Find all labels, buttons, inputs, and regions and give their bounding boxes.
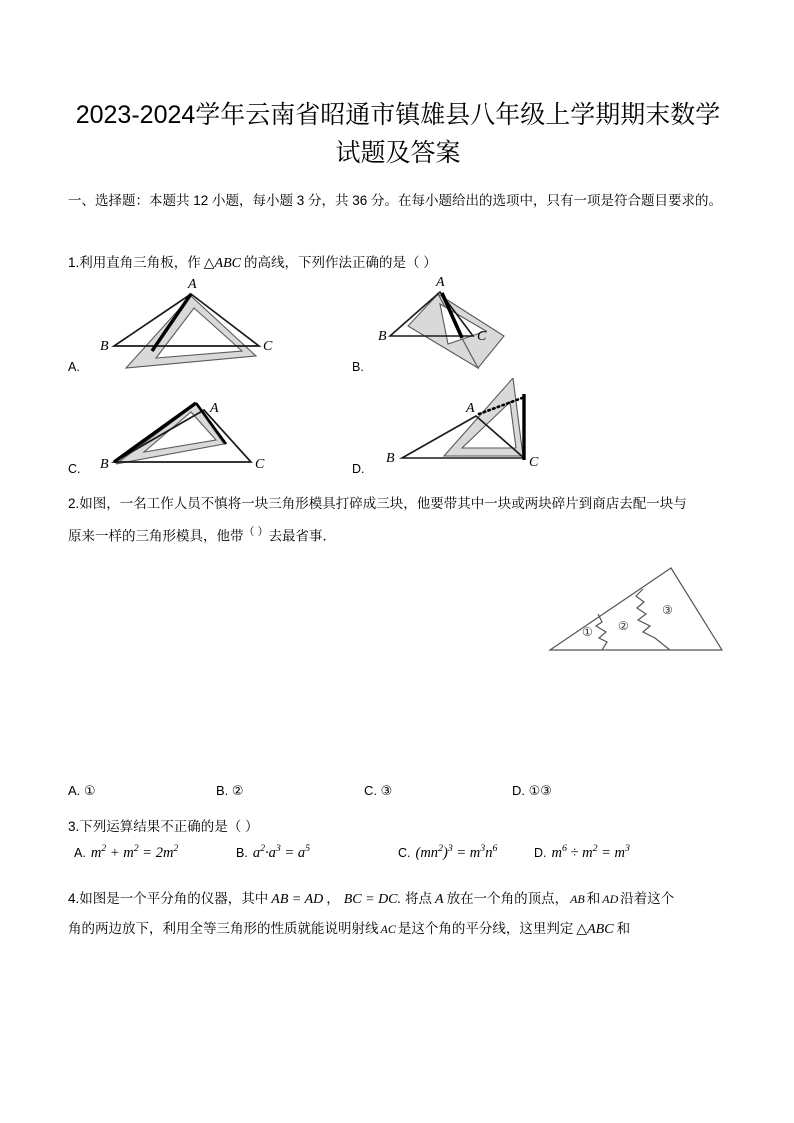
svg-text:A: A xyxy=(466,401,475,416)
question-2-option-c-text: ③ xyxy=(380,783,393,798)
question-2-option-a-text: ① xyxy=(83,783,96,798)
question-4-math-ab-ad: AB = AD xyxy=(271,892,324,907)
question-3-option-c-label: C. xyxy=(398,845,411,860)
question-2-stem xyxy=(68,489,728,551)
section-intro-multiple-choice: 一、选择题：本题共 12 小题，每小题 3 分，共 36 分。在每小题给出的选项中，只有一项是符合题目要求的。 xyxy=(68,193,723,208)
svg-text:C: C xyxy=(529,455,539,470)
question-3-option-a-label: A. xyxy=(74,845,86,860)
question-4-line1-p5: 和 xyxy=(586,891,601,906)
question-4-line1-p1: 4.如图是一个平分角的仪器，其中 xyxy=(68,891,269,906)
question-1-stem-before: 1.利用直角三角板，作 xyxy=(68,255,201,270)
svg-text:B: B xyxy=(378,329,387,344)
page-title: 2023-2024学年云南省昭通市镇雄县八年级上学期期末数学试题及答案 xyxy=(75,101,721,167)
question-2-option-a-label: A. xyxy=(68,783,81,798)
svg-text:C: C xyxy=(255,457,265,472)
figure-broken-triangle xyxy=(540,562,740,672)
svg-text:B: B xyxy=(100,457,109,472)
figure-option-b xyxy=(378,276,608,377)
question-2-option-d-text: ①③ xyxy=(528,783,552,798)
question-4-math-ad: AD xyxy=(602,892,619,906)
question-1-option-c-label[interactable]: C. xyxy=(68,462,81,476)
figure-option-c xyxy=(96,388,326,485)
question-2-option-d-label: D. xyxy=(512,783,525,798)
svg-text:B: B xyxy=(386,451,395,466)
question-4-stem xyxy=(68,884,730,944)
question-3-stem: 3.下列运算结果不正确的是（ ） xyxy=(68,819,259,834)
question-2-option-a[interactable] xyxy=(68,783,96,799)
question-4-math-triangle-abc: △ABC xyxy=(576,922,614,937)
svg-text:C: C xyxy=(477,329,487,344)
question-2-option-b[interactable] xyxy=(216,783,244,799)
question-3-options xyxy=(68,843,728,869)
question-4-line2-p1: 角的两边放下，利用全等三角形的性质就能说明射线 xyxy=(68,921,379,936)
question-4-math-ab: AB xyxy=(570,892,585,906)
svg-text:B: B xyxy=(100,339,109,354)
question-4-math-a: A xyxy=(435,892,444,907)
question-3-option-a-expr: $m^2 + m^2 = 2m^2$ xyxy=(90,843,179,861)
figure-option-a xyxy=(96,278,326,375)
question-1-option-d-label[interactable]: D. xyxy=(352,462,365,476)
question-3-option-c[interactable] xyxy=(398,843,497,862)
question-1-stem xyxy=(68,248,728,278)
question-2-option-c[interactable] xyxy=(364,783,392,799)
question-1-stem-after: 的高线，下列作法正确的是（ ） xyxy=(243,255,437,270)
svg-text:C: C xyxy=(263,339,273,354)
question-3-option-b-label: B. xyxy=(236,845,248,860)
svg-text:②: ② xyxy=(618,619,629,633)
question-4-line2-p3: 和 xyxy=(616,921,631,936)
question-3-option-b-expr: $a^2\cdot a^3 = a^5$ xyxy=(252,843,310,861)
svg-text:A: A xyxy=(210,401,219,416)
question-4-line1-p3: 将点 xyxy=(405,891,433,906)
question-2-answer-blank: （ ） xyxy=(243,526,269,538)
question-3-option-c-expr: $(mn^2)^3 = m^3n^6$ xyxy=(415,843,498,861)
question-2-stem-line2-after: 去最省事． xyxy=(268,528,337,544)
question-2-option-c-label: C. xyxy=(364,783,377,798)
question-1-stem-math: △ABC xyxy=(203,256,241,271)
svg-text:③: ③ xyxy=(662,603,673,617)
question-1-option-a-label[interactable]: A. xyxy=(68,360,80,374)
question-4-line1-p4: 放在一个角的顶点， xyxy=(446,891,569,906)
question-2-option-b-text: ② xyxy=(231,783,244,798)
question-3-option-d-label: D. xyxy=(534,845,547,860)
question-3-option-b[interactable] xyxy=(236,843,310,862)
question-3-option-d[interactable] xyxy=(534,843,630,862)
question-4-line1-p2: ， xyxy=(326,891,340,906)
question-4-line1-p6: 沿着这个 xyxy=(620,891,675,906)
question-2-option-d[interactable] xyxy=(512,783,552,799)
svg-text:A: A xyxy=(188,278,197,292)
svg-text:①: ① xyxy=(582,625,593,639)
question-3-option-d-expr: $m^6 \div m^2 = m^3$ xyxy=(551,843,630,861)
question-4-line2-p2: 是这个角的平分线，这里判定 xyxy=(397,921,574,936)
question-2-stem-line2-before: 原来一样的三角形模具，他带 xyxy=(68,528,244,544)
figure-option-d xyxy=(378,378,608,485)
question-4-math-bc-dc: BC = DC. xyxy=(343,892,402,907)
question-3-option-a[interactable] xyxy=(74,843,178,862)
question-4-math-ac: AC xyxy=(380,922,396,936)
question-1-option-b-label[interactable]: B. xyxy=(352,360,364,374)
question-2-option-b-label: B. xyxy=(216,783,229,798)
question-2-stem-line1: 2.如图，一名工作人员不慎将一块三角形模具打碎成三块，他要带其中一块或两块碎片到商店去配一块与 xyxy=(68,496,687,511)
svg-text:A: A xyxy=(436,276,445,290)
